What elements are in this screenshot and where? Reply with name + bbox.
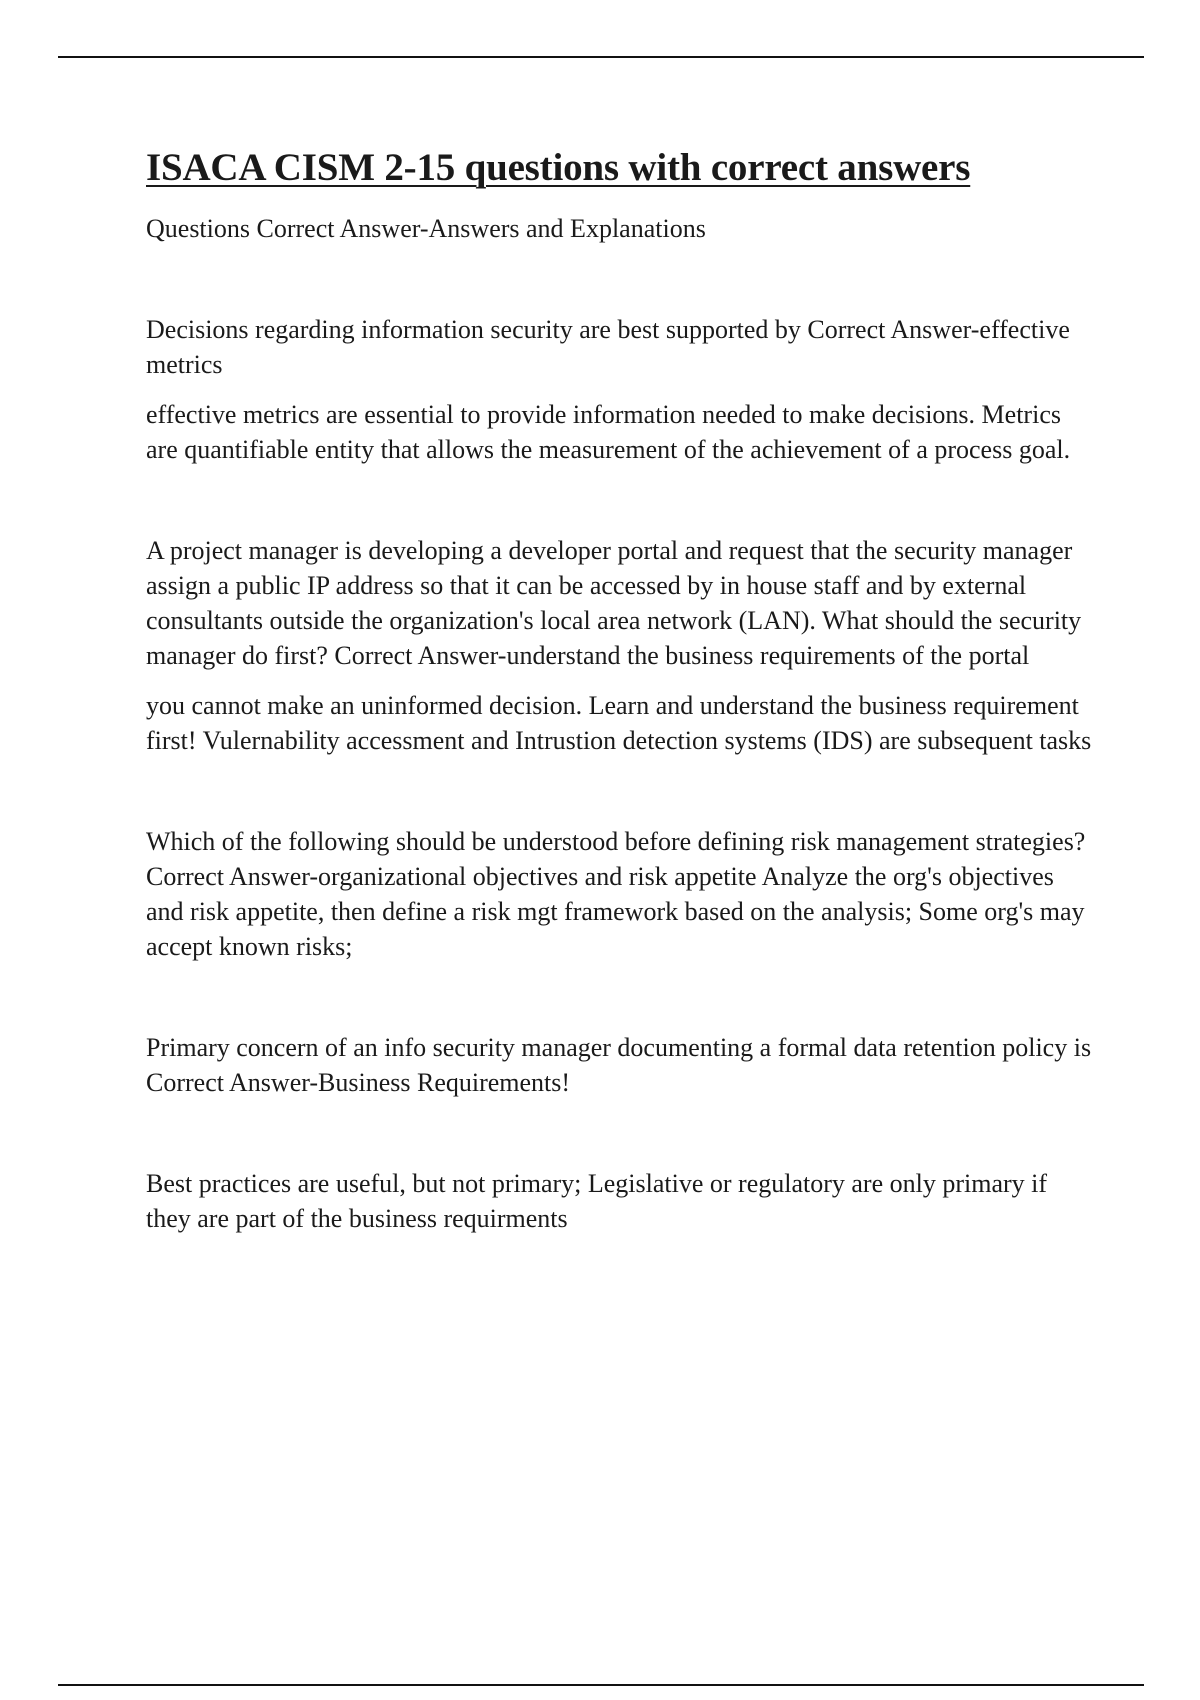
spacer — [146, 964, 1096, 1030]
document-body — [146, 144, 1096, 1236]
document-subtitle: Questions Correct Answer-Answers and Explanations — [146, 214, 706, 243]
question-3: Which of the following should be understood before defining risk management strategies? Correct Answer-organizational objectives and risk appetite Analyze the org's objectives and risk appetite, then define a risk mgt framework based on the analysis; Some org's may accept known risks; — [146, 827, 1086, 961]
question-4: Primary concern of an info security manager documenting a formal data retention policy is Correct Answer-Business Requirements! — [146, 1033, 1092, 1097]
spacer — [146, 1100, 1096, 1166]
spacer — [146, 673, 1096, 688]
spacer — [146, 382, 1096, 397]
explanation-2: you cannot make an uninformed decision. Learn and understand the business requirement first! Vulernability accessment and Intrustion detection systems (IDS) are subsequent tasks — [146, 691, 1092, 755]
footer-rule — [58, 1684, 1144, 1686]
spacer — [146, 467, 1096, 533]
header-rule — [58, 56, 1144, 58]
note-5: Best practices are useful, but not primary; Legislative or regulatory are only primary if they are part of the business requirments — [146, 1169, 1048, 1233]
explanation-1: effective metrics are essential to provide information needed to make decisions. Metrics are quantifiable entity that allows the measurement of the achievement of a process goal. — [146, 400, 1071, 464]
document-title: ISACA CISM 2-15 questions with correct answers — [146, 146, 971, 189]
spacer — [146, 246, 1096, 312]
spacer — [146, 758, 1096, 824]
question-2: A project manager is developing a developer portal and request that the security manager assign a public IP address so that it can be accessed by in house staff and by external consultants outside the organization's local area network (LAN). What should the security manager do first? Correct Answer-understand the business requirements of the portal — [146, 536, 1082, 670]
question-1: Decisions regarding information security are best supported by Correct Answer-effective metrics — [146, 315, 1070, 379]
